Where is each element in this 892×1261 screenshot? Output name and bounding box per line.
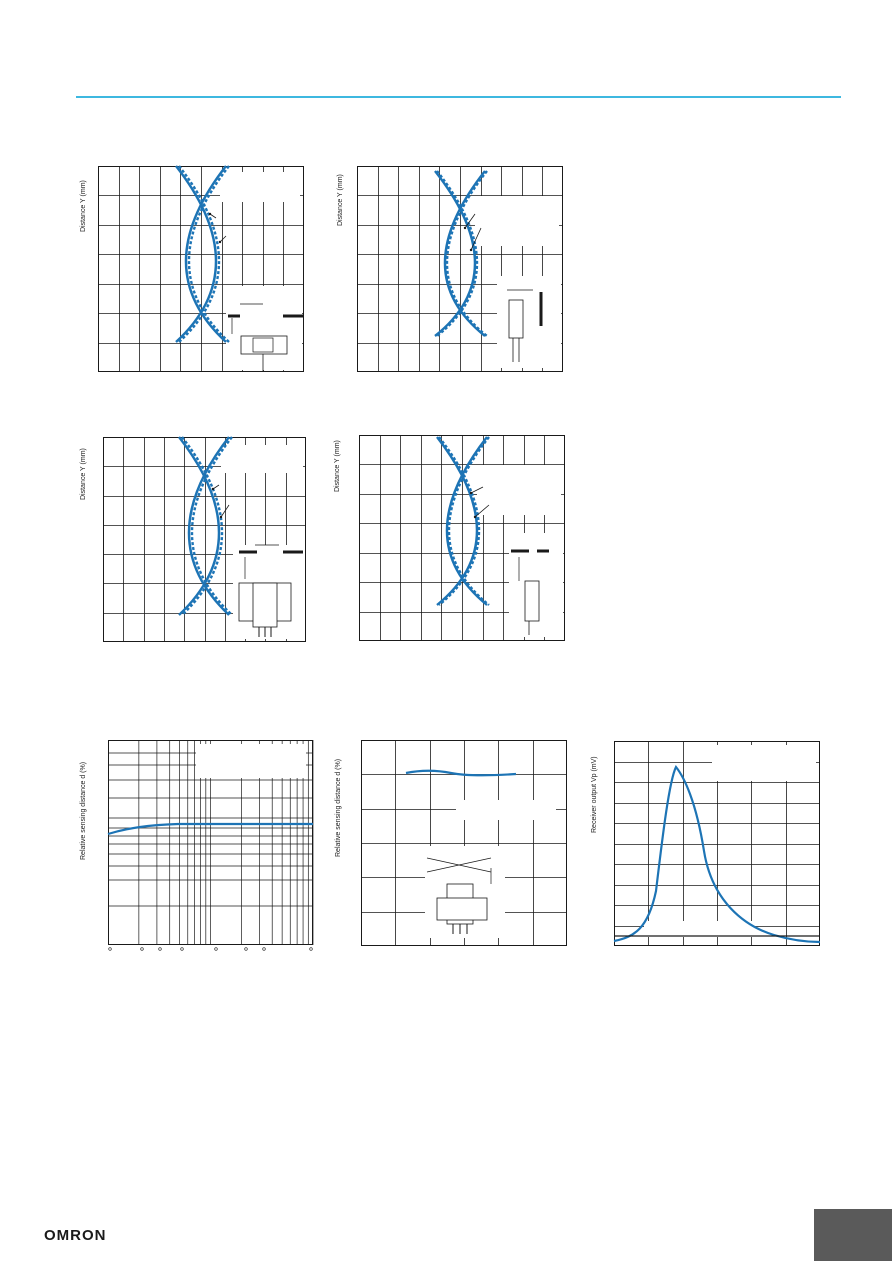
pointer-head [474,516,476,518]
chart-1 [98,166,304,372]
chart-7-plot [614,741,820,946]
chart-3-plot [103,437,306,642]
sensor-body [437,898,487,920]
legend-area [475,196,559,246]
chart-2-plot [357,166,563,372]
chart-3-ylabel: Distance Y (mm) [80,448,87,500]
tick-mark [310,948,313,951]
tick-mark [245,948,248,951]
header-rule [76,96,841,98]
pointer-head [219,241,221,243]
legend-area [644,921,754,937]
pointer-line [220,236,226,242]
sensor-slot [253,338,273,352]
chart-3 [103,437,306,642]
curve [614,767,820,942]
legend-area [196,744,306,778]
tick-mark [263,948,266,951]
pointer-head [209,213,211,215]
chart-7-ylabel: Receiver output Vp (mV) [591,756,598,833]
chart-2 [357,166,563,372]
sensor-body [525,581,539,621]
pointer-head [464,227,466,229]
chart-7 [614,741,820,946]
chart-1-plot [98,166,304,372]
chart-5-plot [108,740,313,945]
curve-solid [447,437,487,605]
tick-mark [181,948,184,951]
legend-area [220,172,300,202]
legend-area [221,445,303,473]
chart-4-plot [359,435,565,641]
brand-logo: OMRON [44,1227,107,1244]
chart-5-ylabel: Relative sensing distance d (%) [80,761,87,860]
legend-area [477,465,561,515]
chart-5 [108,740,313,945]
pointer-line [221,505,229,517]
chart-2-ylabel: Distance Y (mm) [337,174,344,226]
legend-area [712,745,816,781]
tick-mark [109,948,112,951]
pointer-head [220,516,222,518]
tick-mark [159,948,162,951]
chart-1-ylabel: Distance Y (mm) [80,180,87,232]
chart-6 [361,740,567,946]
tick-mark [141,948,144,951]
sensor-body [509,300,523,338]
pointer-head [470,249,472,251]
sensor-housing [253,583,277,627]
chart-6-ylabel: Relative sensing distance d (%) [335,758,342,857]
pointer-head [470,492,472,494]
tick-mark [215,948,218,951]
legend-area [226,286,302,370]
pointer-head [212,488,214,490]
chart-6-plot [361,740,567,946]
curve-dashed [439,437,479,605]
chart-4 [359,435,565,641]
legend-area [456,800,556,820]
chart-4-ylabel: Distance Y (mm) [334,440,341,492]
page-tab [814,1209,892,1261]
